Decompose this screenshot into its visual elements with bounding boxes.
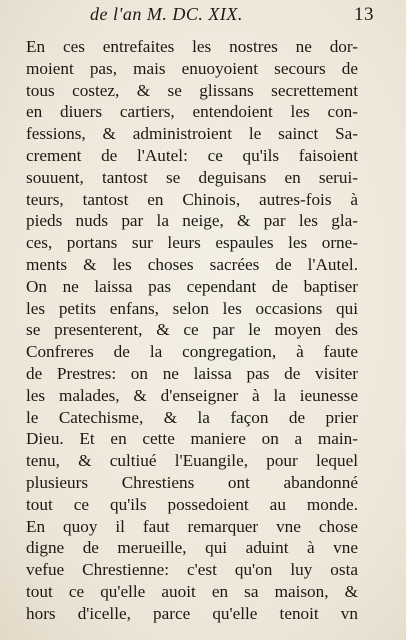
text-line: En quoy il faut remarquer vne chose	[26, 516, 358, 536]
text-line: teurs, tantost en Chinois, autres-fois à	[26, 189, 358, 209]
text-line: plusieurs Chrestiens ont abandonné	[26, 472, 358, 492]
text-line: digne de merueille, qui aduint à vne	[26, 538, 358, 558]
body-text	[26, 36, 358, 625]
page-header	[72, 2, 372, 28]
text-line: en diuers cartiers, entendoient les con-	[26, 102, 358, 122]
text-line: tout ce qu'elle auoit en sa maison, &	[26, 581, 358, 601]
text-line: de Prestres: on ne laissa pas de visiter	[26, 363, 358, 383]
text-line: les malades, & d'enseigner à la ieunesse	[26, 385, 358, 405]
text-line: Confreres de la congregation, à faute	[26, 342, 358, 362]
text-line: hors d'icelle, parce qu'elle tenoit vn	[26, 603, 358, 623]
text-line: ces, portans sur leurs espaules les orne-	[26, 233, 358, 253]
text-line: Dieu. Et en cette maniere on a main-	[26, 429, 358, 449]
text-line: On ne laissa pas cependant de baptiser	[26, 276, 358, 296]
text-line: vefue Chrestienne: c'est qu'on luy osta	[26, 560, 358, 580]
text-line: les petits enfans, selon les occasions qui	[26, 298, 358, 318]
text-line: souuent, tantost se deguisans en serui-	[26, 167, 358, 187]
text-line: tous costez, & se glissans secrettement	[26, 80, 358, 100]
text-line: ments & les choses sacrées de l'Autel.	[26, 254, 358, 274]
text-line: crement de l'Autel: ce qu'ils faisoient	[26, 145, 358, 165]
text-line: le Catechisme, & la façon de prier	[26, 407, 358, 427]
text-line: pieds nuds par la neige, & par les gla-	[26, 211, 358, 231]
text-line: fessions, & administroient le sainct Sa-	[26, 124, 358, 144]
page-number: 13	[354, 4, 374, 25]
text-line: tenu, & cultiué l'Euangile, pour lequel	[26, 451, 358, 471]
running-head: de l'an M. DC. XIX.	[90, 4, 243, 24]
text-line: moient pas, mais enuoyoient secours de	[26, 58, 358, 78]
text-line: tout ce qu'ils possedoient au monde.	[26, 494, 358, 514]
text-line: se presenterent, & ce par le moyen des	[26, 320, 358, 340]
text-line: En ces entrefaites les nostres ne dor-	[26, 37, 358, 56]
